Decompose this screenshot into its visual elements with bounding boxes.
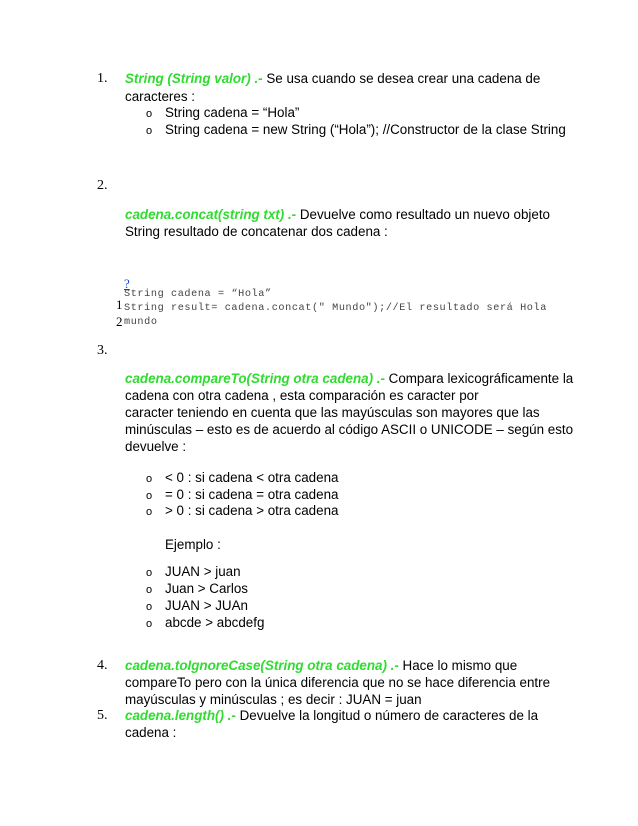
item-2-desc: Devuelve como resultado un nuevo objeto [296, 207, 550, 222]
bullet-icon: o [146, 108, 153, 120]
item-4-number: 4. [97, 658, 108, 673]
item-4-title: cadena.toIgnoreCase(String otra cadena) .- [125, 658, 399, 673]
item-5-desc: Devuelve la longitud o número de caracteres de la [235, 708, 539, 723]
code-line-number: 2 [116, 314, 123, 329]
item-3-bullet: < 0 : si cadena < otra cadena [165, 470, 339, 485]
code-view-source-link[interactable]: ? [124, 276, 130, 291]
item-5-title: cadena.length() .- [125, 708, 236, 723]
code-line-1: String cadena = “Hola” [124, 289, 272, 300]
bullet-icon: o [146, 506, 153, 518]
item-3-example-label: Ejemplo : [165, 537, 221, 552]
item-2-title: cadena.concat(string txt) .- [125, 207, 297, 222]
item-5-heading [125, 707, 538, 725]
bullet-icon: o [146, 584, 153, 596]
item-2-number: 2. [97, 178, 108, 193]
item-3-example: abcde > abcdefg [165, 615, 265, 630]
item-3-desc: Compara lexicográficamente la [384, 371, 574, 386]
item-4-desc: Hace lo mismo que [398, 658, 518, 673]
item-1-bullet-2: String cadena = new String (“Hola”); //Constructor de la clase String [165, 122, 566, 137]
item-5-number: 5. [97, 708, 108, 723]
item-5-desc-line: cadena : [125, 725, 177, 740]
item-3-bullet: > 0 : si cadena > otra cadena [165, 503, 339, 518]
item-3-desc-line: caracter teniendo en cuenta que las mayúsculas son mayores que las [125, 405, 540, 420]
item-1-heading [125, 70, 540, 88]
item-1-title: String (String valor) .- [125, 71, 263, 86]
code-line-2-wrap: mundo [124, 317, 158, 328]
code-line-2: String result= cadena.concat(" Mundo");//El resultado será Hola [124, 303, 547, 314]
item-1-desc: Se usa cuando se desea crear una cadena de [262, 71, 541, 86]
item-3-bullet: = 0 : si cadena = otra cadena [165, 487, 339, 502]
item-2-desc-2: String resultado de concatenar dos cadena : [125, 224, 388, 239]
item-3-example: JUAN > JUAn [165, 598, 248, 613]
item-3-title: cadena.compareTo(String otra cadena) .- [125, 371, 385, 386]
item-2-heading [125, 206, 550, 224]
item-1-desc-2: caracteres : [125, 89, 195, 104]
item-3-example: Juan > Carlos [165, 581, 248, 596]
item-4-desc-line: compareTo pero con la única diferencia que no se hace diferencia entre [125, 675, 551, 690]
item-3-desc-line: devuelve : [125, 439, 187, 454]
item-4-desc-line: mayúsculas y minúsculas ; es decir : JUAN = juan [125, 692, 422, 707]
item-1-bullet-1: String cadena = “Hola” [165, 105, 300, 120]
item-3-example: JUAN > juan [165, 564, 241, 579]
item-3-desc-line: minúsculas – esto es de acuerdo al código ASCII o UNICODE – según esto [125, 422, 574, 437]
item-3-desc-line: cadena con otra cadena , esta comparación es caracter por [125, 388, 479, 403]
item-1-number: 1. [97, 71, 108, 86]
item-3-number: 3. [97, 343, 108, 358]
bullet-icon: o [146, 567, 153, 579]
bullet-icon: o [146, 125, 153, 137]
bullet-icon: o [146, 618, 153, 630]
bullet-icon: o [146, 601, 153, 613]
bullet-icon: o [146, 473, 153, 485]
item-3-heading [125, 370, 573, 388]
code-line-number: 1 [116, 297, 123, 312]
item-4-heading [125, 657, 517, 675]
bullet-icon: o [146, 490, 153, 502]
